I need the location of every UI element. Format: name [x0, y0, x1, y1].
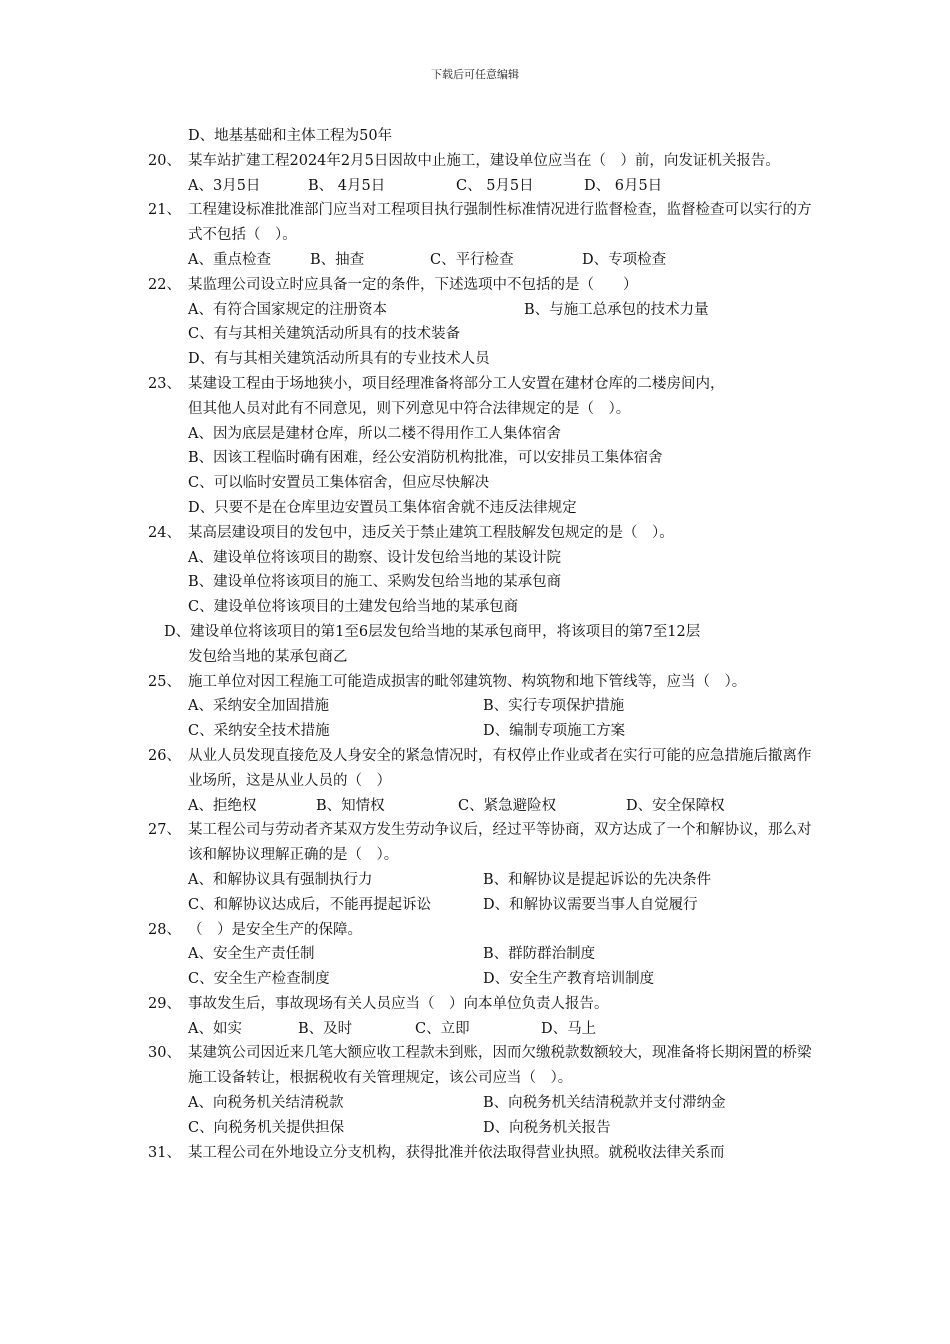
option-d: D、向税务机关报告	[483, 1119, 611, 1136]
options-row	[148, 942, 818, 967]
option-d: D、专项检查	[582, 251, 667, 268]
options-row	[148, 868, 818, 893]
question-number: 29、	[148, 995, 181, 1012]
option-d: D、 6月5日	[584, 177, 663, 194]
option-d-cont: 发包给当地的某承包商乙	[188, 648, 348, 665]
option-b: B、因该工程临时确有困难，经公安消防机构批准，可以安排员工集体宿舍	[188, 450, 663, 467]
question-number: 21、	[148, 202, 181, 219]
question-text: 某建设工程由于场地狭小，项目经理准备将部分工人安置在建材仓库的二楼房间内，	[188, 375, 725, 392]
question-text: 施工单位对因工程施工可能造成损害的毗邻建筑物、构筑物和地下管线等，应当（ ）。	[188, 673, 747, 690]
question-text: 某建筑公司因近来几笔大额应收工程款未到账，因而欠缴税款数额较大，现准备将长期闲置的桥梁施工设备转让，根据税收有关管理规定，该公司应当（ ）。	[188, 1045, 812, 1087]
option-c: C、平行检查	[430, 251, 514, 268]
option-b: B、向税务机关结清税款并支付滞纳金	[483, 1095, 726, 1112]
options-row	[148, 694, 818, 719]
question-text: 某工程公司与劳动者齐某双方发生劳动争议后，经过平等协商，双方达成了一个和解协议，那么对该和解协议理解正确的是（ ）。	[188, 822, 812, 864]
question-30	[148, 1041, 818, 1091]
options-row	[148, 298, 818, 323]
option-d-prev: D、地基基础和主体工程为50年	[188, 128, 393, 144]
options-row	[148, 719, 818, 744]
option-d: D、安全保障权	[626, 797, 725, 814]
question-text: 事故发生后，事故现场有关人员应当（ ）向本单位负责人报告。	[188, 995, 609, 1012]
option-c: C、可以临时安置员工集体宿舍，但应尽快解决	[188, 475, 490, 492]
option-c: C、 5月5日	[456, 177, 534, 194]
page-header: 下载后可任意编辑	[431, 68, 519, 81]
question-text: （ ）是安全生产的保障。	[188, 921, 362, 938]
option-c: C、立即	[415, 1020, 470, 1037]
question-number: 22、	[148, 276, 181, 293]
options-row	[148, 248, 818, 273]
option-d: D、有与其相关建筑活动所具有的专业技术人员	[188, 351, 490, 368]
question-27	[148, 818, 818, 868]
option-c: C、建设单位将该项目的土建发包给当地的某承包商	[188, 599, 519, 616]
option-a: A、因为底层是建材仓库，所以二楼不得用作工人集体宿舍	[188, 425, 561, 442]
option-b: B、与施工总承包的技术力量	[524, 301, 709, 318]
question-number: 30、	[148, 1045, 181, 1062]
question-number: 23、	[148, 375, 181, 392]
options-row	[148, 1091, 818, 1116]
option-d: D、只要不是在仓库里边安置员工集体宿舍就不违反法律规定	[188, 499, 577, 516]
question-25	[148, 670, 818, 695]
option-c: C、采纳安全技术措施	[188, 723, 330, 740]
question-26	[148, 744, 818, 794]
question-text: 工程建设标准批准部门应当对工程项目执行强制性标准情况进行监督检查，监督检查可以实行的方式不包括（ ）。	[188, 202, 812, 244]
question-31	[148, 1141, 818, 1166]
option-a: A、3月5日	[188, 177, 261, 194]
options-row	[148, 1116, 818, 1141]
question-number: 26、	[148, 747, 181, 764]
question-text: 从业人员发现直接危及人身安全的紧急情况时，有权停止作业或者在实行可能的应急措施后撤离作业场所，这是从业人员的（ ）	[188, 747, 812, 789]
options-row	[148, 893, 818, 918]
option-c: C、向税务机关提供担保	[188, 1119, 345, 1136]
question-list	[148, 124, 818, 1165]
question-23	[148, 372, 818, 397]
option-a: A、建设单位将该项目的勘察、设计发包给当地的某设计院	[188, 549, 561, 566]
question-text: 某监理公司设立时应具备一定的条件，下述选项中不包括的是（ ）	[188, 276, 638, 293]
options-row	[148, 174, 818, 199]
question-text: 某车站扩建工程2024年2月5日因故中止施工，建设单位应当在（ ）前，向发证机关报告。	[188, 152, 780, 169]
option-b: B、实行专项保护措施	[483, 698, 625, 715]
option-c: C、安全生产检查制度	[188, 971, 330, 988]
option-a: A、和解协议具有强制执行力	[188, 871, 373, 888]
question-number: 31、	[148, 1144, 181, 1161]
option-d: D、建设单位将该项目的第1至6层发包给当地的某承包商甲，将该项目的第7至12层	[164, 623, 701, 640]
option-d: D、马上	[541, 1020, 597, 1037]
option-b: B、知情权	[316, 797, 385, 814]
question-24	[148, 521, 818, 546]
option-a: A、安全生产责任制	[188, 946, 315, 963]
options-row	[148, 1017, 818, 1042]
question-number: 20、	[148, 152, 181, 169]
question-29	[148, 992, 818, 1017]
question-number: 28、	[148, 921, 181, 938]
question-number: 27、	[148, 822, 181, 839]
option-a: A、如实	[188, 1020, 242, 1037]
option-b: B、和解协议是提起诉讼的先决条件	[483, 871, 712, 888]
option-d: D、安全生产教育培训制度	[483, 971, 655, 988]
option-b: B、 4月5日	[308, 177, 386, 194]
option-c: C、和解协议达成后，不能再提起诉讼	[188, 896, 432, 913]
question-number: 25、	[148, 673, 181, 690]
question-21	[148, 198, 818, 248]
options-row	[148, 967, 818, 992]
question-28	[148, 918, 818, 943]
option-c: C、有与其相关建筑活动所具有的技术装备	[188, 326, 461, 343]
question-number: 24、	[148, 524, 181, 541]
question-22	[148, 273, 818, 298]
option-b: B、抽查	[310, 251, 365, 268]
question-text: 某高层建设项目的发包中，违反关于禁止建筑工程肢解发包规定的是（ ）。	[188, 524, 674, 541]
option-b: B、建设单位将该项目的施工、采购发包给当地的某承包商	[188, 574, 562, 591]
option-a: A、拒绝权	[188, 797, 257, 814]
option-d: D、和解协议需要当事人自觉履行	[483, 896, 698, 913]
option-a: A、重点检查	[188, 251, 271, 268]
question-20	[148, 149, 818, 174]
options-row	[148, 794, 818, 819]
option-a: A、有符合国家规定的注册资本	[188, 301, 387, 318]
question-text: 某工程公司在外地设立分支机构，获得批准并依法取得营业执照。就税收法律关系而	[188, 1144, 725, 1161]
option-b: B、及时	[298, 1020, 353, 1037]
option-a: A、采纳安全加固措施	[188, 698, 329, 715]
option-a: A、向税务机关结清税款	[188, 1095, 344, 1112]
option-b: B、群防群治制度	[483, 946, 596, 963]
option-c: C、紧急避险权	[458, 797, 557, 814]
option-d: D、编制专项施工方案	[483, 723, 626, 740]
question-text-cont: 但其他人员对此有不同意见，则下列意见中符合法律规定的是（ ）。	[188, 400, 631, 417]
